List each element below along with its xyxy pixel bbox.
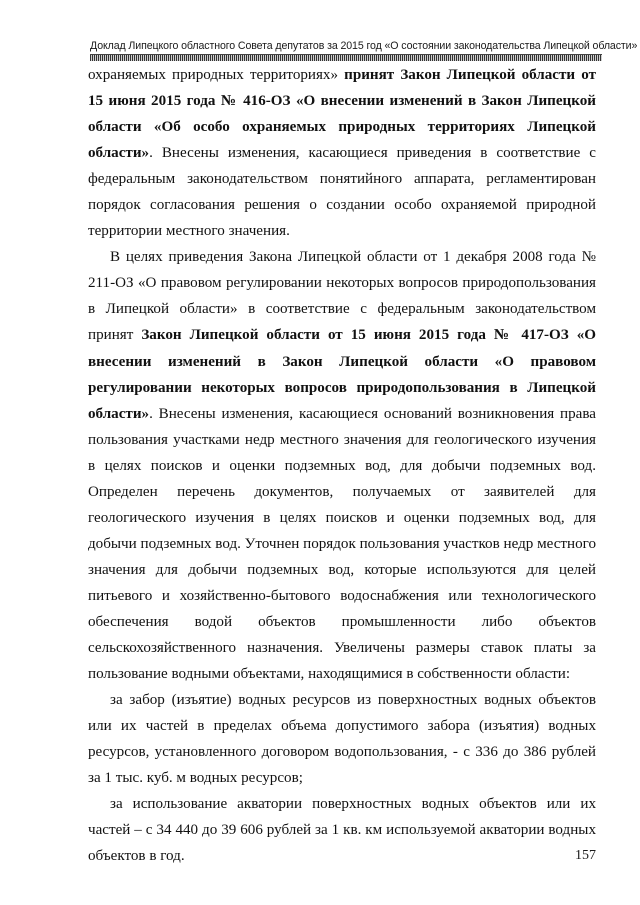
paragraph-law-416-title: принят Закон Липецкой области от 15 июня 2015 года № 416-ОЗ «О внесении изменений в Закон Липецкой области «Об особо охраняемых природных территориях Липецкой области» — [88, 67, 596, 162]
header-rule — [90, 55, 602, 61]
body-text — [88, 62, 596, 869]
paragraph-law-417 — [88, 244, 596, 687]
paragraph-law-417-title: Закон Липецкой области от 15 июня 2015 года № 417-ОЗ «О внесении изменений в Закон Липецкой области «О правовом регулировании некоторых вопросов природопользования в Липецкой области» — [88, 327, 597, 422]
paragraph-law-416-lead: охраняемых природных территориях» — [88, 67, 345, 83]
paragraph-water-area-rate: за использование акватории поверхностных водных объектов или их частей – с 34 440 до 39 606 рублей за 1 кв. км используемой акватории водных объектов в год. — [88, 796, 596, 865]
page-number: 157 — [575, 848, 596, 863]
running-header: Доклад Липецкого областного Совета депутатов за 2015 год «О состоянии законодательства Липецкой области» — [90, 40, 638, 52]
paragraph-law-417-lead: В целях приведения Закона Липецкой области от 1 декабря 2008 года № 211-ОЗ «О правовом регулировании некоторых вопросов природопользования в Липецкой области» в соответствие с федеральным законодательством принят — [88, 249, 596, 344]
paragraph-law-417-description: . Внесены изменения, касающиеся оснований возникновения права пользования участками недр местного значения для геологического изучения в целях поисков и оценки подземных вод, для добычи подземных вод. Определен перечень документов, получаемых от заявителей для геологического изучения в целях поисков и оценки подземных вод, для добычи подземных вод. Уточнен порядок пользования участков недр местного значения для добычи подземных вод, которые используются для целей питьевого и хозяйственно-бытового водоснабжения или технологического обеспечения водой объектов промышленности либо объектов сельскохозяйственного назначения. Увеличены размеры ставок платы за пользование водными объектами, находящимися в собственности области: — [88, 405, 596, 683]
paragraph-water-intake-rate: за забор (изъятие) водных ресурсов из поверхностных водных объектов или их частей в пределах объема допустимого забора (изъятия) водных ресурсов, установленного договором водопользования, - с 336 до 386 рублей за 1 тыс. куб. м водных ресурсов; — [88, 692, 596, 787]
paragraph-law-416 — [88, 62, 596, 244]
paragraph-law-416-description: . Внесены изменения, касающиеся приведения в соответствие с федеральным законодательством понятийного аппарата, регламентирован порядок согласования решения о создании особо охраняемой природной территории местного значения. — [88, 145, 596, 240]
